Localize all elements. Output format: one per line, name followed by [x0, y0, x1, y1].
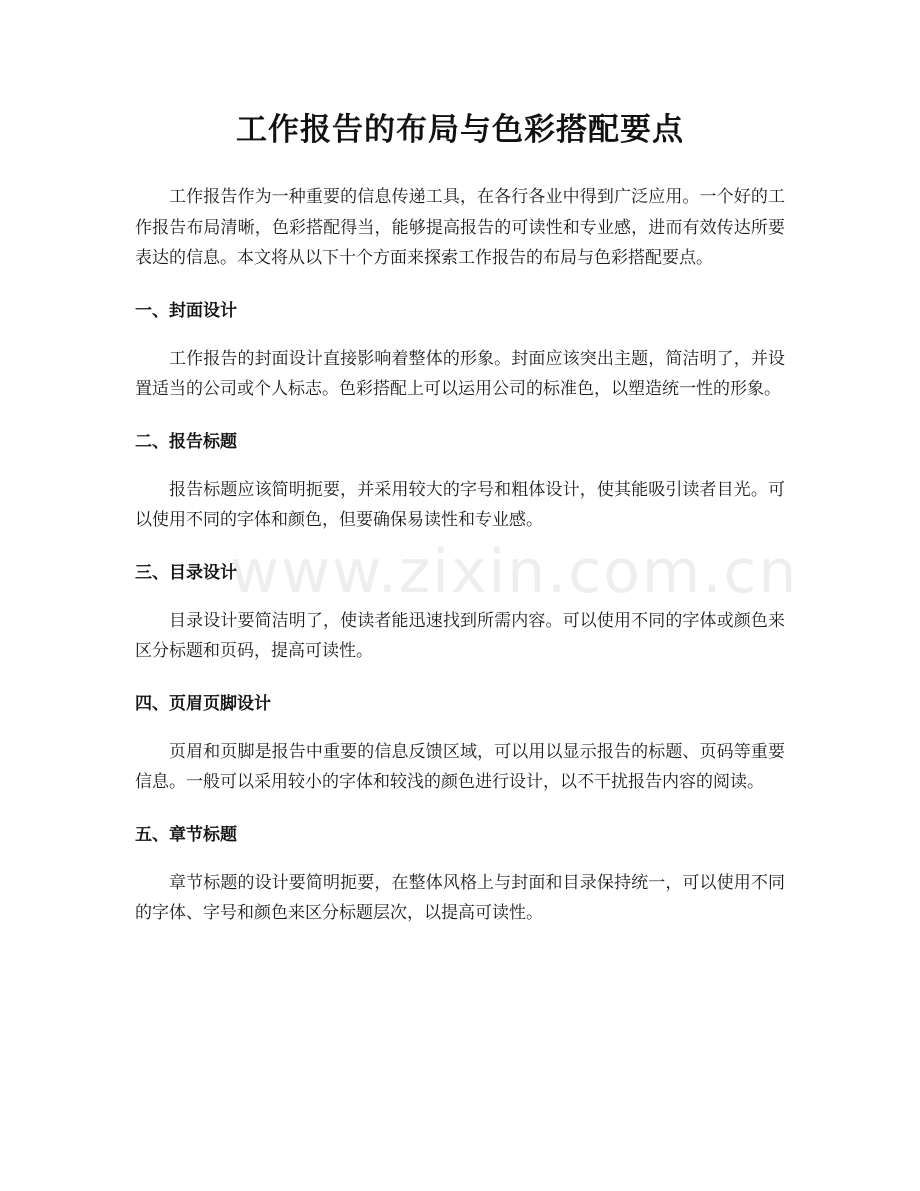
section-paragraph: 工作报告的封面设计直接影响着整体的形象。封面应该突出主题，简洁明了，并设置适当的公司或个人标志。色彩搭配上可以运用公司的标准色，以塑造统一性的形象。 — [135, 348, 785, 399]
section-paragraph: 目录设计要简洁明了，使读者能迅速找到所需内容。可以使用不同的字体或颜色来区分标题和页码，提高可读性。 — [135, 610, 785, 661]
watermark: www.zixin.com.cn — [230, 537, 799, 607]
section-heading: 一、封面设计 — [135, 300, 237, 321]
section-heading: 五、章节标题 — [135, 824, 237, 845]
section-heading: 二、报告标题 — [135, 431, 237, 452]
section-paragraph: 页眉和页脚是报告中重要的信息反馈区域，可以用以显示报告的标题、页码等重要信息。一般可以采用较小的字体和较浅的颜色进行设计，以不干扰报告内容的阅读。 — [135, 741, 785, 792]
section-paragraph: 章节标题的设计要简明扼要，在整体风格上与封面和目录保持统一，可以使用不同的字体、字号和颜色来区分标题层次，以提高可读性。 — [135, 872, 785, 923]
section-heading: 四、页眉页脚设计 — [135, 693, 271, 714]
page-title: 工作报告的布局与色彩搭配要点 — [236, 112, 684, 148]
section-toc-design — [135, 558, 785, 667]
section-chapter-title — [135, 820, 785, 929]
section-cover-design — [135, 296, 785, 405]
intro-paragraph: 工作报告作为一种重要的信息传递工具，在各行各业中得到广泛应用。一个好的工作报告布局清晰，色彩搭配得当，能够提高报告的可读性和专业感，进而有效传达所要表达的信息。本文将从以下十个方面来探索工作报告的布局与色彩搭配要点。 — [135, 187, 785, 268]
section-report-title — [135, 427, 785, 536]
section-heading: 三、目录设计 — [135, 562, 237, 583]
section-paragraph: 报告标题应该简明扼要，并采用较大的字号和粗体设计，使其能吸引读者目光。可以使用不同的字体和颜色，但要确保易读性和专业感。 — [135, 479, 785, 530]
section-header-footer-design — [135, 689, 785, 798]
